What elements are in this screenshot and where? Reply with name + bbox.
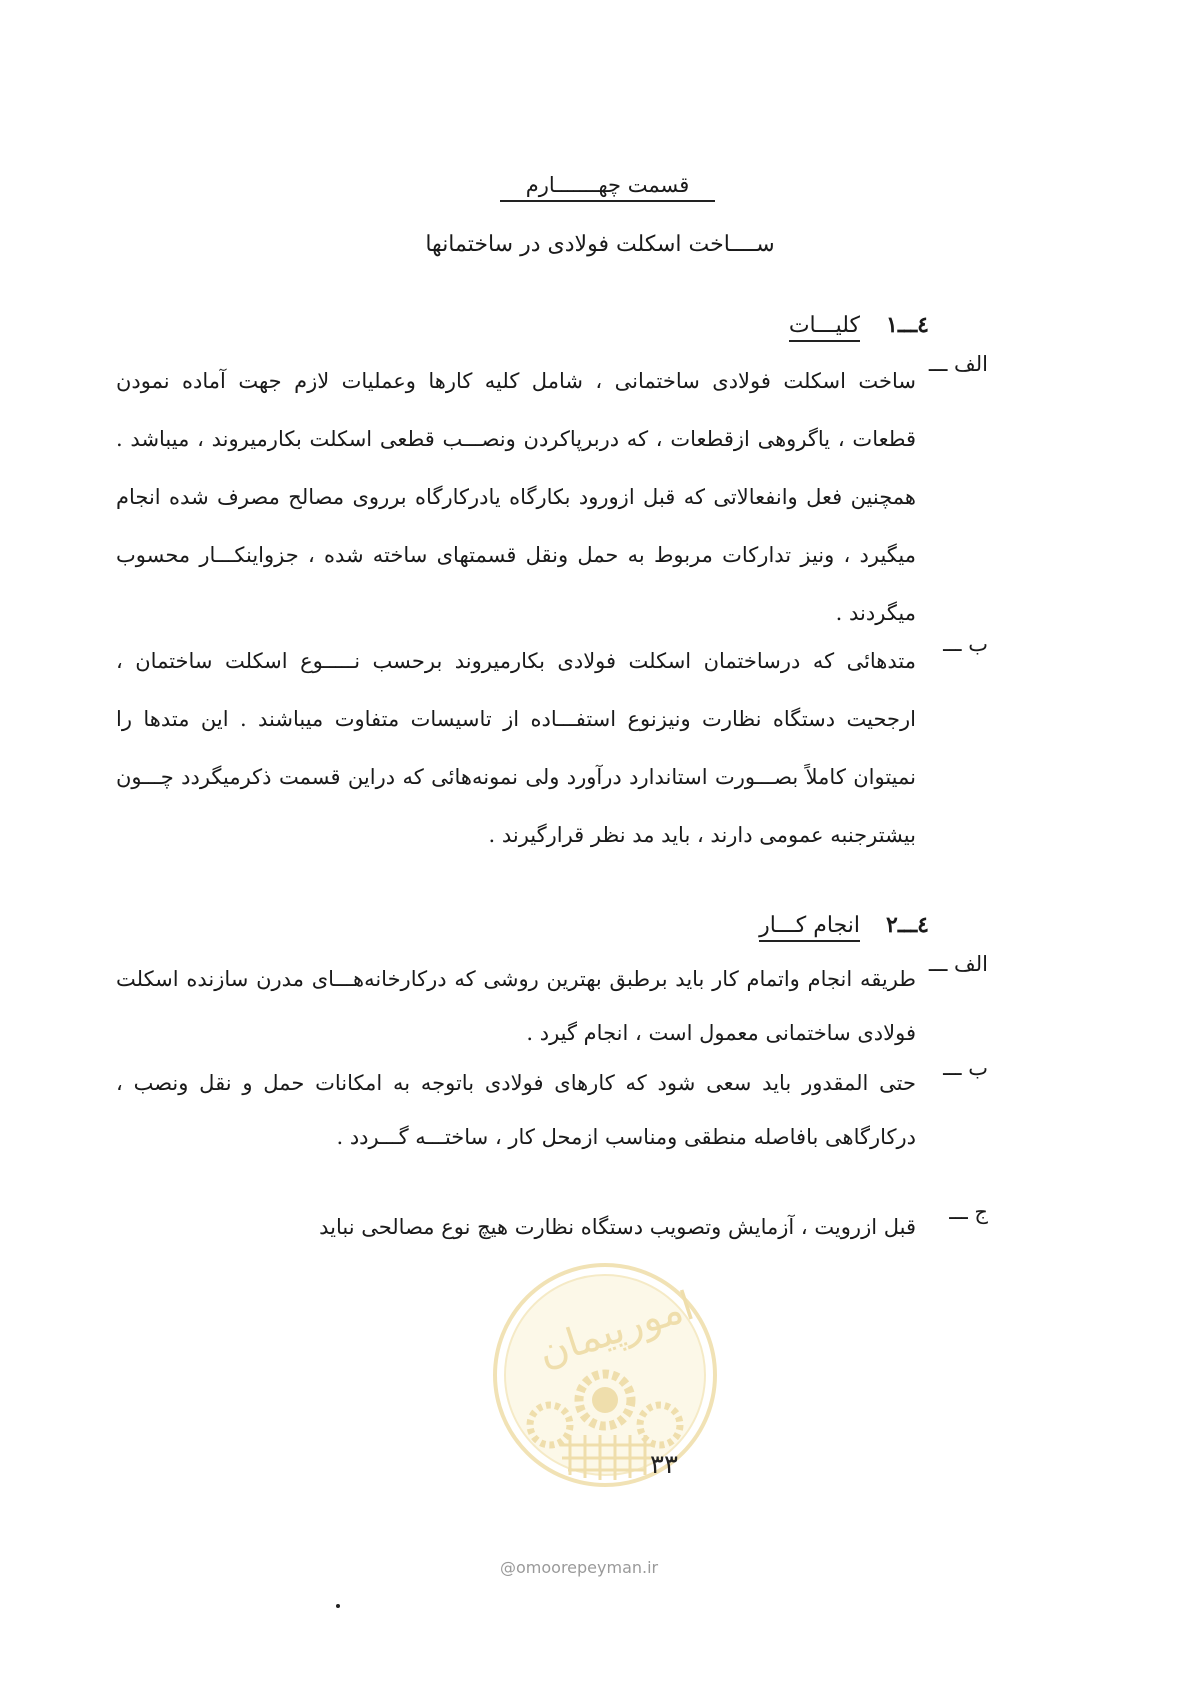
section-heading-4-2 [759, 912, 929, 942]
paragraph-4-1-alef [116, 352, 988, 642]
paragraph-text: متدهائی که درساختمان اسکلت فولادی بکارمیروند برحسب نـــــوع اسکلت ساختمان ، ارجحیت دستگاه نظارت ونیزنوع استفـــاده از تاسیسات متفاوت میباشند . این متدها را نمیتوان کاملاً بصـــورت استاندارد درآورد ولی نمونه‌هائی که دراین قسمت ذکرمیگردد چـــون بیشترجنبه عمومی دارند ، باید مد نظر قرارگیرند . [116, 649, 916, 847]
section-number: ٤ـــ١ [886, 312, 929, 338]
item-marker: ب ـــ [943, 632, 988, 656]
paragraph-text: طریقه انجام واتمام کار باید برطبق بهترین روشی که درکارخانه‌هـــای مدرن سازنده اسکلت فولادی ساختمانی معمول است ، انجام گیرد . [116, 967, 916, 1045]
section-number: ٤ـــ٢ [886, 912, 929, 938]
part-title: قسمت چهـــــــارم [500, 173, 715, 202]
item-marker: الف ـــ [928, 952, 988, 976]
paragraph-text: ساخت اسکلت فولادی ساختمانی ، شامل کلیه کارها وعملیات لازم جهت آماده نمودن قطعات ، یاگروهی ازقطعات ، که دربرپاکردن ونصـــب قطعی اسکلت بکارمیروند ، میباشد . همچنین فعل وانفعالاتی که قبل ازورود بکارگاه یادرکارگاه برروی مصالح مصرف شده انجام میگیرد ، ونیز تدارکات مربوط به حمل ونقل قسمتهای ساخته شده ، جزواینکـــار محسوب میگردند . [116, 369, 916, 625]
section-heading-4-1 [789, 312, 929, 342]
item-marker: ج ـــ [949, 1200, 988, 1224]
document-title: ســــاخت اسکلت فولادی در ساختمانها [425, 232, 775, 257]
paragraph-4-2-be [116, 1056, 988, 1164]
paragraph-4-2-alef [116, 952, 988, 1060]
item-marker: ب ـــ [943, 1056, 988, 1080]
scan-speck [336, 1604, 340, 1608]
section-title: انجام کـــار [759, 913, 860, 942]
item-marker: الف ـــ [928, 352, 988, 376]
paragraph-text: حتی المقدور باید سعی شود که کارهای فولادی باتوجه به امکانات حمل و نقل ونصب ، درکارگاهی بافاصله منطقی ومناسب ازمحل کار ، ساختـــه گـــردد . [116, 1071, 916, 1149]
section-title: کلیـــات [789, 313, 860, 342]
page-number: ۳۳ [650, 1450, 678, 1480]
logo-lettering: امورپیمان [532, 1282, 700, 1377]
paragraph-4-1-be [116, 632, 988, 864]
paragraph-4-2-jim [116, 1200, 988, 1254]
website-watermark: @omoorepeyman.ir [500, 1558, 659, 1577]
omoore-peyman-logo [490, 1260, 720, 1490]
paragraph-text: قبل ازرویت ، آزمایش وتصویب دستگاه نظارت هیچ نوع مصالحی نباید [319, 1215, 916, 1239]
